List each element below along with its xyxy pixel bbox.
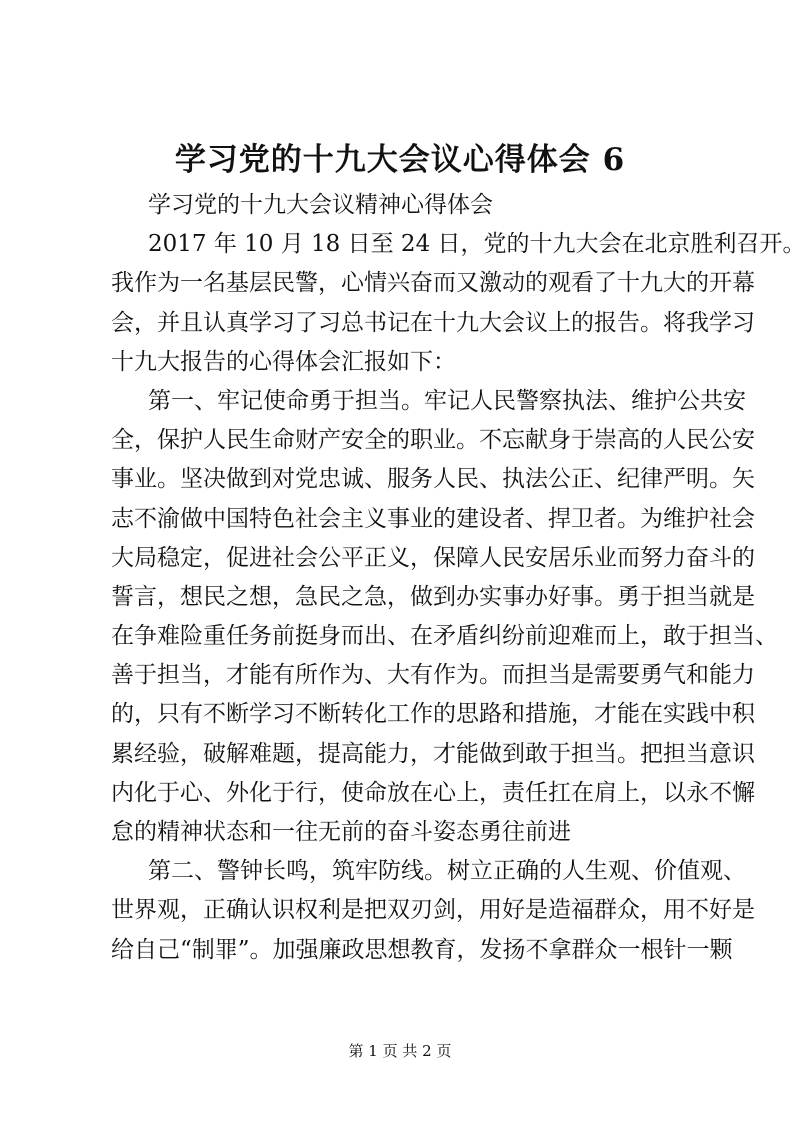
paragraph-line: 会，并且认真学习了习总书记在十九大会议上的报告。将我学习 xyxy=(111,309,755,336)
subtitle-line: 学习党的十九大会议精神心得体会 xyxy=(148,192,493,218)
paragraph-line: 我作为一名基层民警，心情兴奋而又激动的观看了十九大的开幕 xyxy=(111,270,755,297)
paragraph-line: 世界观，正确认识权利是把双刃剑，用好是造福群众，用不好是 xyxy=(111,897,755,924)
paragraph-line: 累经验，破解难题，提高能力，才能做到敢于担当。把担当意识 xyxy=(111,740,755,767)
paragraph-line: 善于担当，才能有所作为、大有作为。而担当是需要勇气和能力 xyxy=(111,662,755,689)
paragraph-line: 大局稳定，促进社会公平正义，保障人民安居乐业而努力奋斗的 xyxy=(111,544,755,571)
page-number-footer: 第 1 页 共 2 页 xyxy=(348,1042,452,1060)
paragraph-line: 誓言，想民之想，急民之急，做到办实事办好事。勇于担当就是 xyxy=(111,583,755,610)
paragraph-line: 第二、警钟长鸣，筑牢防线。树立正确的人生观、价值观、 xyxy=(148,858,746,885)
paragraph-line: 事业。坚决做到对党忠诚、服务人民、执法公正、纪律严明。矢 xyxy=(111,466,755,493)
paragraph-line: 在争难险重任务前挺身而出、在矛盾纠纷前迎难而上，敢于担当、 xyxy=(111,623,778,650)
document-title: 学习党的十九大会议心得体会 6 xyxy=(174,142,626,178)
paragraph-line: 内化于心、外化于行，使命放在心上，责任扛在肩上，以永不懈 xyxy=(111,779,755,806)
paragraph-line: 怠的精神状态和一往无前的奋斗姿态勇往前进 xyxy=(111,819,571,845)
paragraph-line: 第一、牢记使命勇于担当。牢记人民警察执法、维护公共安 xyxy=(148,387,746,414)
document-body xyxy=(111,186,806,970)
paragraph-line: 2017 年 10 月 18 日至 24 日，党的十九大会在北京胜利召开。 xyxy=(148,231,806,258)
paragraph-line: 志不渝做中国特色社会主义事业的建设者、捍卫者。为维护社会 xyxy=(111,505,755,532)
paragraph-line: 的，只有不断学习不断转化工作的思路和措施，才能在实践中积 xyxy=(111,701,755,728)
paragraph-line: 十九大报告的心得体会汇报如下： xyxy=(111,348,456,375)
paragraph-line: 全，保护人民生命财产安全的职业。不忘献身于崇高的人民公安 xyxy=(111,427,755,454)
paragraph-line: 给自己“制罪”。加强廉政思想教育，发扬不拿群众一根针一颗 xyxy=(111,936,733,963)
